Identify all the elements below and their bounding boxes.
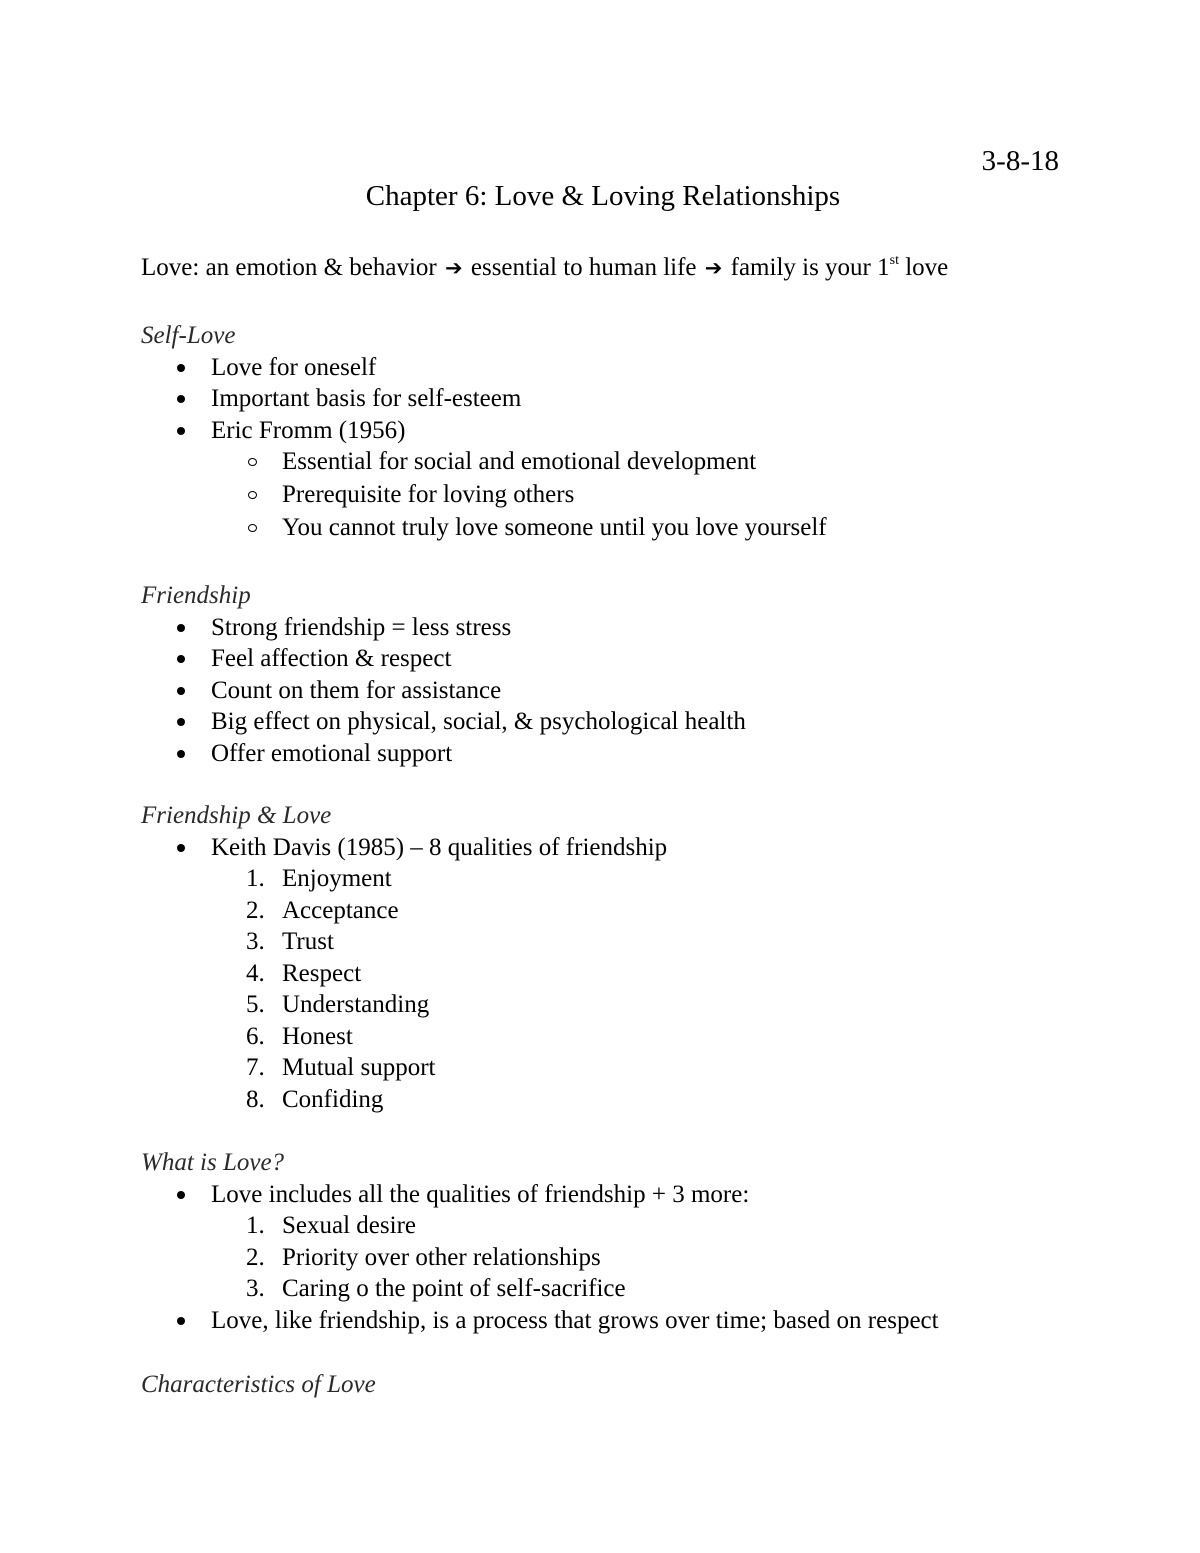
list-item-text: Love includes all the qualities of friendship + 3 more:: [211, 1180, 750, 1208]
date: 3-8-18: [981, 145, 1059, 177]
item-number: 3.: [246, 1275, 265, 1302]
bullet-icon: [177, 624, 185, 632]
bullet-icon: [177, 1317, 185, 1325]
hollow-bullet-icon: [248, 491, 257, 499]
intro-line: [141, 252, 948, 285]
section-heading: Characteristics of Love: [141, 1371, 376, 1398]
item-number: 5.: [246, 991, 265, 1018]
intro-superscript: st: [889, 252, 899, 268]
bullet-icon: [177, 718, 185, 726]
list-item-text: Caring o the point of self-sacrifice: [282, 1275, 626, 1302]
bullet-icon: [177, 427, 185, 435]
hollow-bullet-icon: [248, 458, 257, 466]
list-item-text: Trust: [282, 928, 334, 955]
sub-list-item: [141, 446, 1101, 479]
item-number: 4.: [246, 959, 265, 987]
list-item: [141, 352, 1101, 384]
list-item-text: Sexual desire: [282, 1212, 416, 1239]
intro-text-1: Love: an emotion & behavior: [141, 254, 437, 281]
numbered-item: [141, 895, 1101, 927]
intro-text-4: love: [898, 254, 949, 281]
numbered-item: [141, 926, 1101, 958]
numbered-item: [141, 1273, 1101, 1305]
list-item-text: Essential for social and emotional development: [282, 448, 757, 475]
right-arrow-icon: ➔: [445, 256, 463, 280]
list-item-text: Honest: [282, 1022, 353, 1050]
bullet-icon: [177, 1191, 185, 1199]
list-item: [141, 415, 1101, 447]
numbered-item: [141, 1084, 1101, 1116]
section-friendship-love: [141, 800, 1101, 1115]
list-item-text: Eric Fromm (1956): [211, 416, 406, 444]
numbered-item: [141, 958, 1101, 990]
list-item: [141, 612, 1101, 644]
list-item-text: Offer emotional support: [211, 739, 453, 767]
intro-text-3: family is your 1: [730, 254, 890, 281]
item-number: 8.: [246, 1085, 265, 1113]
list-item-text: Acceptance: [282, 896, 399, 924]
section-characteristics-of-love: [141, 1369, 1101, 1401]
list-item: [141, 706, 1101, 738]
page-title: Chapter 6: Love & Loving Relationships: [365, 180, 841, 212]
bullet-icon: [177, 844, 185, 852]
section-heading: Self-Love: [141, 322, 236, 349]
item-number: 1.: [246, 865, 265, 892]
list-item-text: Prerequisite for loving others: [282, 481, 575, 508]
intro-text-2: essential to human life: [470, 254, 697, 281]
section-what-is-love: [141, 1147, 1101, 1336]
list-item: [141, 1305, 1101, 1337]
section-friendship: [141, 580, 1101, 769]
list-item: [141, 383, 1101, 415]
bullet-icon: [177, 655, 185, 663]
item-number: 3.: [246, 928, 265, 955]
list-item-text: Understanding: [282, 991, 430, 1018]
list-item-text: Love, like friendship, is a process that grows over time; based on respect: [211, 1306, 939, 1334]
list-item-text: Count on them for assistance: [211, 676, 502, 704]
section-self-love: [141, 320, 1101, 545]
list-item: [141, 1179, 1101, 1211]
section-heading: Friendship: [141, 582, 251, 609]
list-item-text: Feel affection & respect: [211, 645, 452, 672]
list-item-text: Mutual support: [282, 1054, 436, 1081]
bullet-icon: [177, 395, 185, 403]
item-number: 2.: [246, 896, 265, 924]
right-arrow-icon: ➔: [704, 256, 723, 280]
list-item: [141, 643, 1101, 675]
list-item: [141, 675, 1101, 707]
hollow-bullet-icon: [248, 524, 257, 532]
list-item-text: Enjoyment: [282, 865, 392, 892]
bullet-icon: [177, 687, 185, 695]
list-item-text: Important basis for self-esteem: [211, 385, 522, 412]
list-item: [141, 832, 1101, 864]
numbered-item: [141, 1052, 1101, 1084]
section-heading: What is Love?: [141, 1149, 285, 1176]
list-item-text: Strong friendship = less stress: [211, 613, 512, 641]
numbered-item: [141, 863, 1101, 895]
sub-list-item: [141, 512, 1101, 545]
list-item: [141, 738, 1101, 770]
list-item-text: Confiding: [282, 1085, 384, 1113]
numbered-item: [141, 989, 1101, 1021]
section-heading: Friendship & Love: [141, 802, 332, 829]
list-item-text: Keith Davis (1985) – 8 qualities of friendship: [211, 833, 668, 861]
sub-list-item: [141, 479, 1101, 512]
list-item-text: Big effect on physical, social, & psychological health: [211, 708, 746, 735]
list-item-text: Love for oneself: [211, 353, 377, 381]
item-number: 6.: [246, 1022, 265, 1050]
list-item-text: You cannot truly love someone until you love yourself: [282, 514, 827, 541]
numbered-item: [141, 1210, 1101, 1242]
bullet-icon: [177, 750, 185, 758]
item-number: 1.: [246, 1212, 265, 1239]
list-item-text: Priority over other relationships: [282, 1243, 601, 1271]
item-number: 2.: [246, 1243, 265, 1271]
item-number: 7.: [246, 1054, 265, 1081]
numbered-item: [141, 1242, 1101, 1274]
bullet-icon: [177, 364, 185, 372]
numbered-item: [141, 1021, 1101, 1053]
list-item-text: Respect: [282, 959, 362, 987]
